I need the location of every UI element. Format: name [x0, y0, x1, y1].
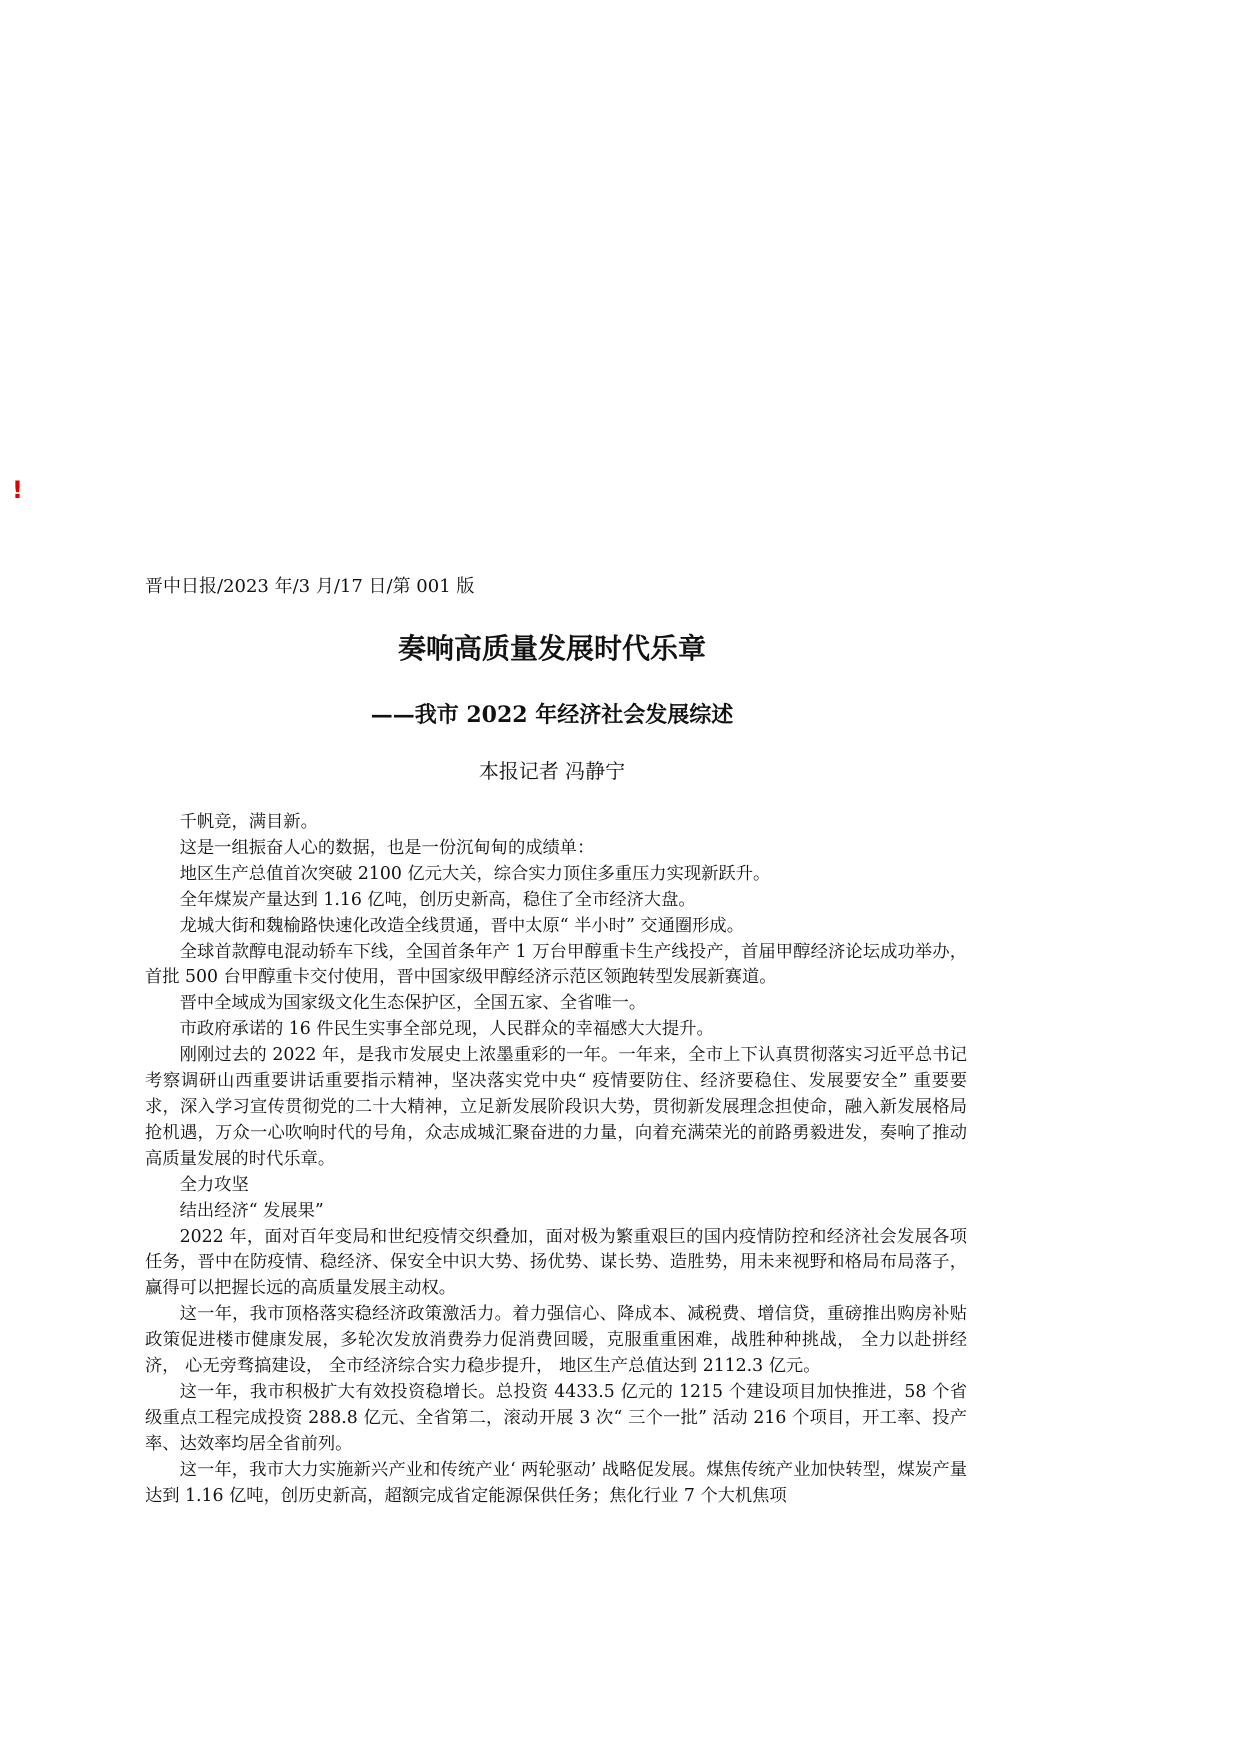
section-heading-line: 全力攻坚: [179, 1174, 249, 1195]
paragraph: 全球首款醇电混动轿车下线，全国首条年产 1 万台甲醇重卡生产线投产，首届甲醇经济论坛成功举办，首批 500 台甲醇重卡交付使用，晋中国家级甲醇经济示范区领跑转型发展新赛道。: [145, 941, 967, 988]
article-author: 本报记者 冯静宁: [478, 759, 626, 783]
paragraph: 地区生产总值首次突破 2100 亿元大关，综合实力顶住多重压力实现新跃升。: [179, 863, 771, 884]
article-subtitle: ——我市 2022 年经济社会发展综述: [370, 702, 734, 728]
paragraph: 这是一组振奋人心的数据，也是一份沉甸甸的成绩单：: [179, 837, 595, 858]
section-heading-line: 结出经济“ 发展果”: [179, 1200, 324, 1221]
paragraph: 这一年，我市积极扩大有效投资稳增长。总投资 4433.5 亿元的 1215 个建设项目加快推进，58 个省级重点工程完成投资 288.8 亿元、全省第二，滚动开展 3 次“ 三个一批” 活动 216 个项目，开工率、投产率、达效率均居全省前列。: [145, 1381, 967, 1454]
article-title: 奏响高质量发展时代乐章: [397, 632, 706, 665]
paragraph: 这一年，我市大力实施新兴产业和传统产业‘ 两轮驱动’ 战略促发展。煤焦传统产业加快转型，煤炭产量达到 1.16 亿吨，创历史新高，超额完成省定能源保供任务；焦化行业 7 个大机焦项: [145, 1459, 967, 1506]
paragraph: 晋中全域成为国家级文化生态保护区，全国五家、全省唯一。: [179, 993, 647, 1014]
paragraph: 龙城大街和魏榆路快速化改造全线贯通，晋中太原“ 半小时” 交通圈形成。: [179, 915, 744, 936]
dateline: 晋中日报/2023 年/3 月/17 日/第 001 版: [145, 576, 475, 597]
paragraph: 刚刚过去的 2022 年，是我市发展史上浓墨重彩的一年。一年来，全市上下认真贯彻落实习近平总书记考察调研山西重要讲话重要指示精神，坚决落实党中央“ 疫情要防住、经济要稳住、发展要安全” 重要要求，深入学习宣传贯彻党的二十大精神，立足新发展阶段识大势，贯彻新发展理念担使命，融入新发展格局抢机遇，万众一心吹响时代的号角，众志成城汇聚奋进的力量，向着充满荣光的前路勇毅进发，奏响了推动高质量发展的时代乐章。: [145, 1045, 967, 1169]
paragraph: 全年煤炭产量达到 1.16 亿吨，创历史新高，稳住了全市经济大盘。: [179, 889, 696, 910]
article-body: [145, 810, 967, 1509]
paragraph: 市政府承诺的 16 件民生实事全部兑现，人民群众的幸福感大大提升。: [179, 1019, 714, 1040]
paragraph: 2022 年，面对百年变局和世纪疫情交织叠加，面对极为繁重艰巨的国内疫情防控和经济社会发展各项任务，晋中在防疫情、稳经济、保安全中识大势、扬优势、谋长势、造胜势，用未来视野和格局布局落子，赢得可以把握长远的高质量发展主动权。: [145, 1226, 967, 1299]
paragraph: 千帆竞，满目新。: [179, 812, 318, 832]
red-exclamation-mark: !: [12, 476, 23, 504]
paragraph: 这一年，我市顶格落实稳经济政策激活力。着力强信心、降成本、减税费、增信贷，重磅推出购房补贴政策促进楼市健康发展，多轮次发放消费券力促消费回暖，克服重重困难，战胜种种挑战， 全力以赴拼经济， 心无旁骛搞建设， 全市经济综合实力稳步提升， 地区生产总值达到 2112.3 亿元。: [145, 1304, 967, 1377]
